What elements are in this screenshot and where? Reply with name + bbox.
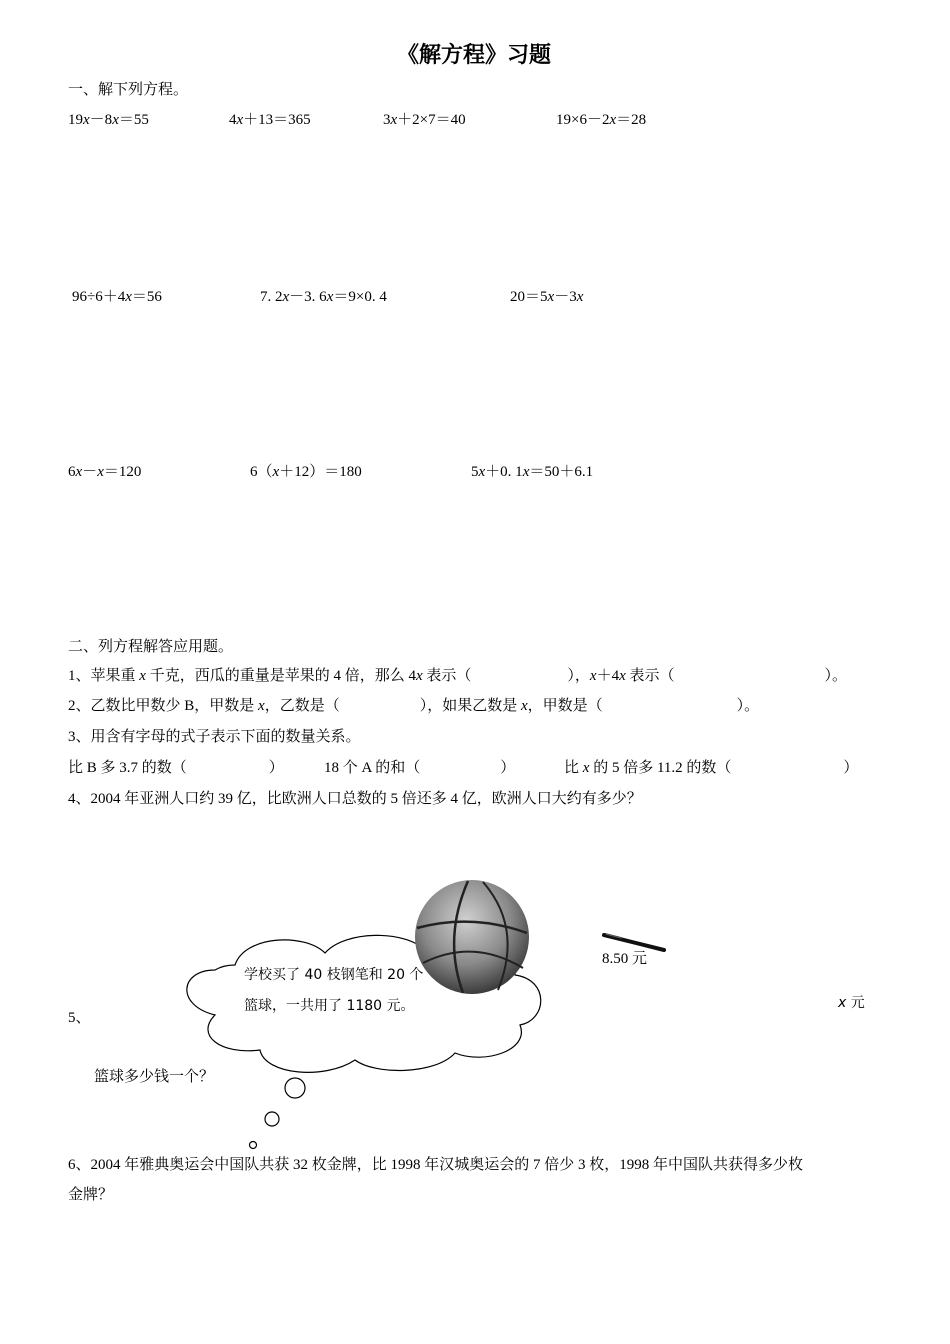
question-3-item-b: 18 个 A 的和（ ） (324, 760, 516, 776)
equation-9: 6（x＋12）＝180 (250, 464, 362, 480)
question-5-text: 篮球多少钱一个？ (94, 1069, 215, 1085)
question-3-item-a: 比 B 多 3.7 的数（ ） (68, 760, 284, 776)
basketball-price: x 元 (838, 995, 865, 1011)
equation-7: 20＝5x－3x (510, 289, 584, 305)
question-2: 2、乙数比甲数少 B，甲数是 x，乙数是（ ），如果乙数是 x，甲数是（ ）。 (68, 698, 760, 714)
equation-6: 7. 2x－3. 6x＝9×0. 4 (260, 289, 387, 305)
bubble-text-line1: 学校买了 40 枝钢笔和 20 个 (244, 967, 424, 983)
question-3-item-c: 比 x 的 5 倍多 11.2 的数（ ） (564, 760, 859, 776)
equation-8: 6x－x＝120 (68, 464, 142, 480)
question-3: 3、用含有字母的式子表示下面的数量关系。 (68, 729, 361, 745)
equation-3: 3x＋2×7＝40 (383, 112, 466, 128)
question-4: 4、2004 年亚洲人口约 39 亿，比欧洲人口总数的 5 倍还多 4 亿，欧洲人口大约有多少？ (68, 791, 642, 807)
section1-heading: 一、解下列方程。 (68, 82, 189, 98)
question-5-number: 5、 (68, 1010, 91, 1026)
equation-2: 4x＋13＝365 (229, 112, 311, 128)
question-1: 1、苹果重 x 千克，西瓜的重量是苹果的 4 倍，那么 4x 表示（ ），x＋4x 表示（ ）。 (68, 668, 848, 684)
equation-1: 19x－8x＝55 (68, 112, 149, 128)
basketball-icon (413, 878, 531, 996)
page-title: 《解方程》习题 (397, 43, 552, 68)
section2-heading: 二、列方程解答应用题。 (68, 639, 234, 655)
equation-4: 19×6－2x＝28 (556, 112, 647, 128)
question-6-line2: 金牌？ (68, 1187, 114, 1203)
pen-price: 8.50 元 (602, 951, 648, 967)
equation-10: 5x＋0. 1x＝50＋6.1 (471, 464, 594, 480)
question-6-line1: 6、2004 年雅典奥运会中国队共获 32 枚金牌，比 1998 年汉城奥运会的 7 倍少 3 枚，1998 年中国队共获得多少枚 (68, 1157, 804, 1173)
equation-5: 96÷6＋4x＝56 (72, 289, 162, 305)
bubble-text-line2: 篮球，一共用了 1180 元。 (244, 998, 415, 1014)
